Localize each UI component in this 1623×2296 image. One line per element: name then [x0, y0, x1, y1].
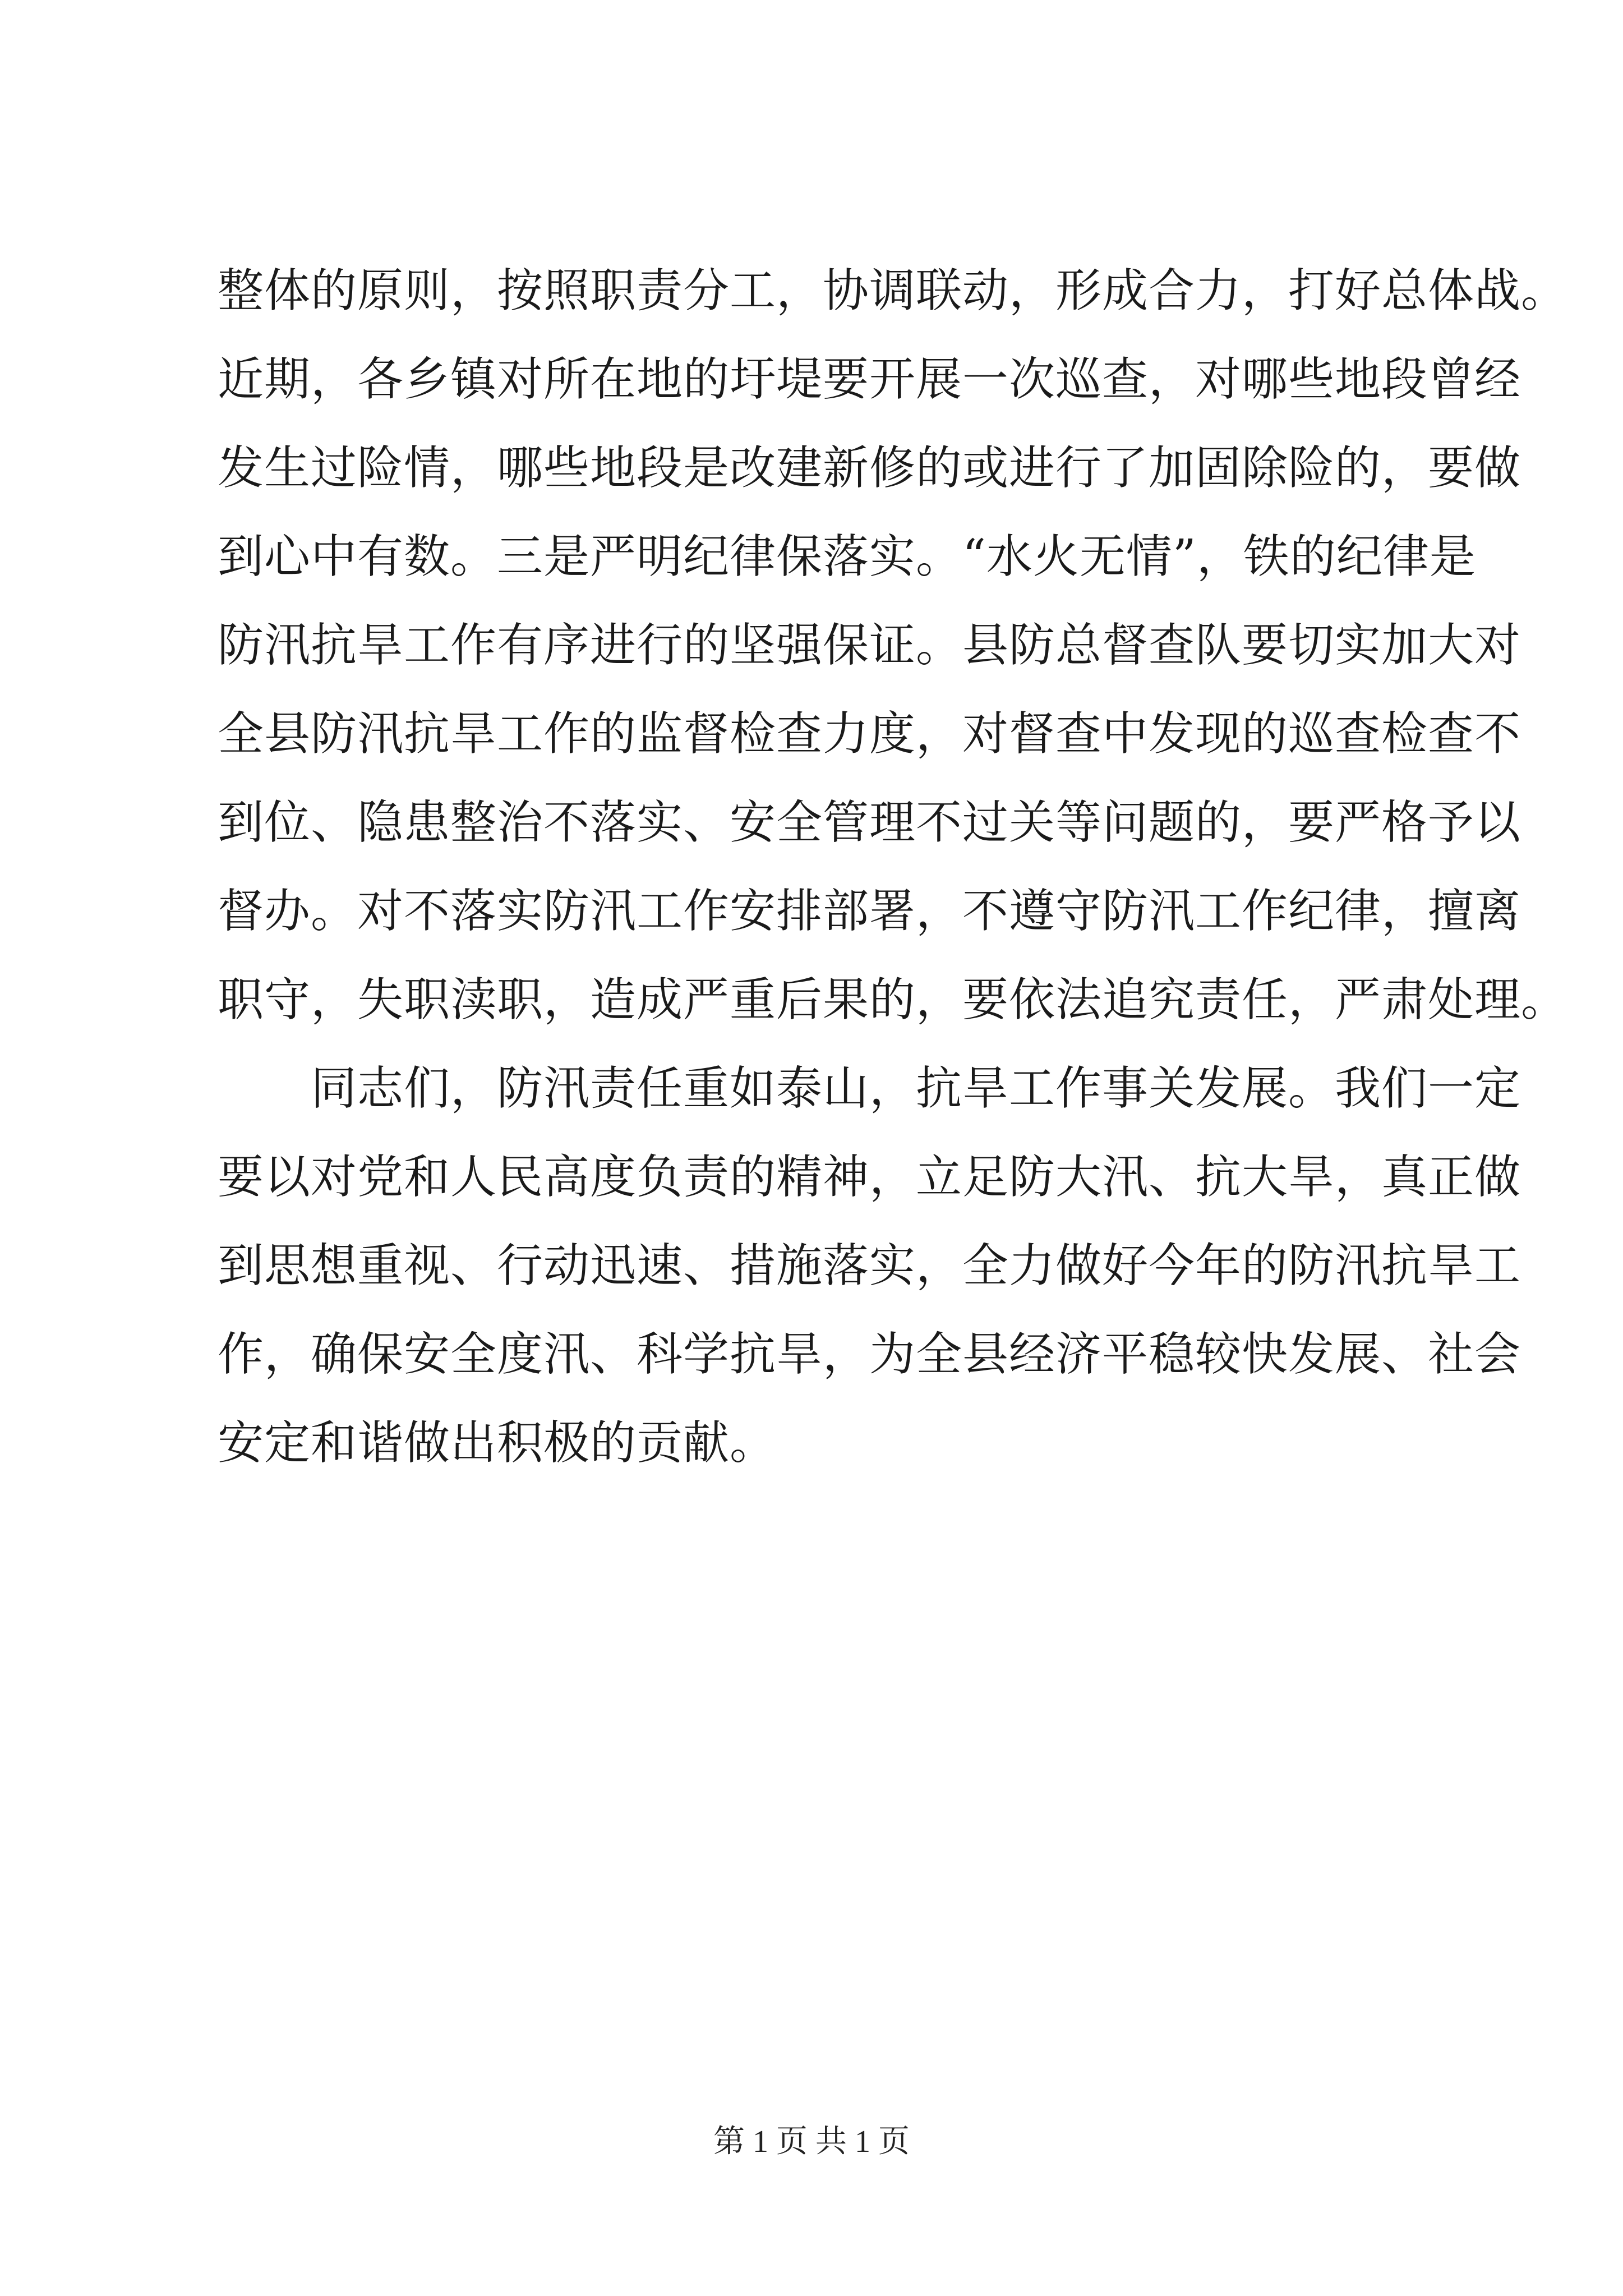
text-line: 近期，各乡镇对所在地的圩堤要开展一次巡查，对哪些地段曾经 [218, 353, 1521, 406]
text-line: 职守，失职渎职，造成严重后果的，要依法追究责任，严肃处理。 [218, 973, 1568, 1027]
text-line: 到位、隐患整治不落实、安全管理不过关等问题的，要严格予以 [218, 796, 1521, 849]
text-line: 作，确保安全度汛、科学抗旱，为全县经济平稳较快发展、社会 [218, 1328, 1521, 1381]
text-line: 到思想重视、行动迅速、措施落实，全力做好今年的防汛抗旱工 [218, 1239, 1521, 1292]
text-line: 全县防汛抗旱工作的监督检查力度，对督查中发现的巡查检查不 [218, 707, 1521, 761]
text-line: 同志们，防汛责任重如泰山，抗旱工作事关发展。我们一定 [218, 1062, 1521, 1115]
text-line: 到心中有数。三是严明纪律保落实。“水火无情”，铁的纪律是 [218, 530, 1476, 583]
text-line: 发生过险情，哪些地段是改建新修的或进行了加固除险的，要做 [218, 441, 1521, 495]
text-line: 整体的原则，按照职责分工，协调联动，形成合力，打好总体战。 [218, 264, 1568, 318]
text-line: 督办。对不落实防汛工作安排部署，不遵守防汛工作纪律，擅离 [218, 885, 1521, 938]
body-text [218, 247, 1568, 1488]
text-line: 要以对党和人民高度负责的精神，立足防大汛、抗大旱，真正做 [218, 1151, 1521, 1204]
text-line: 防汛抗旱工作有序进行的坚强保证。县防总督查队要切实加大对 [218, 619, 1521, 672]
page-number-footer: 第 1 页 共 1 页 [713, 2124, 910, 2159]
text-line: 安定和谐做出积极的贡献。 [218, 1416, 777, 1470]
